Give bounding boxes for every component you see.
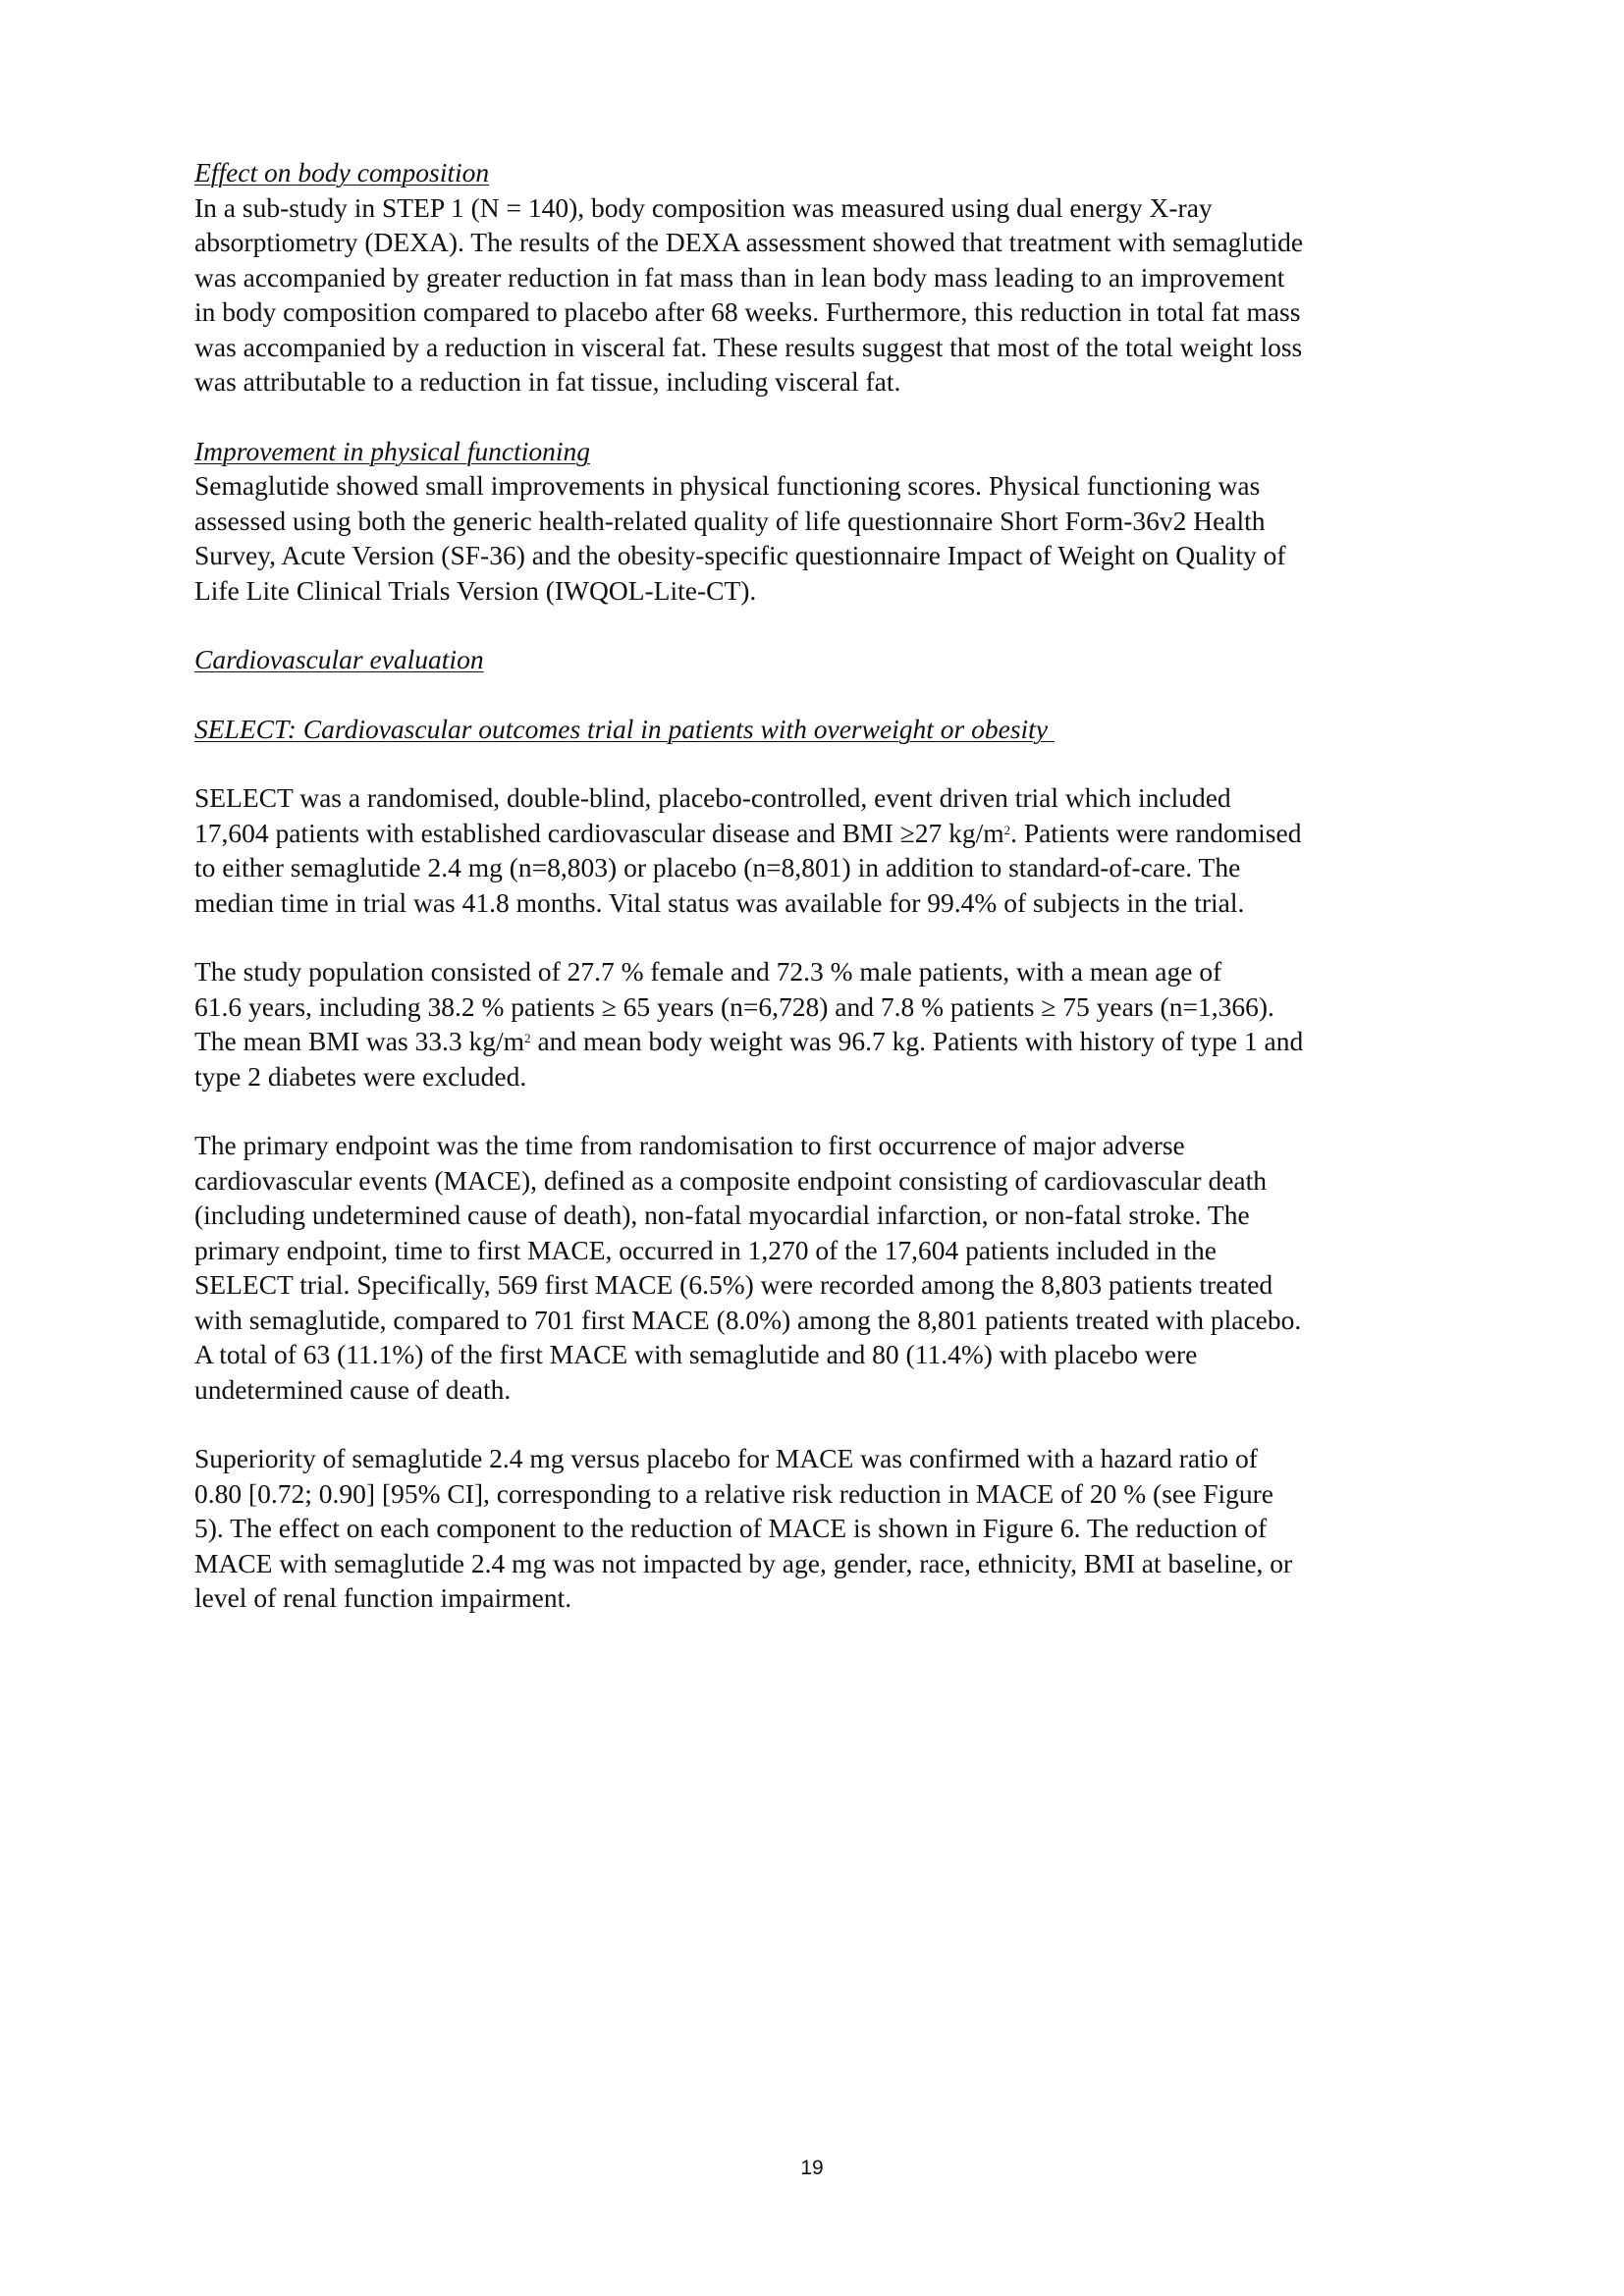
text-line: was accompanied by a reduction in visceral fat. These results suggest that most of the total weight loss xyxy=(194,331,1303,362)
text-line: (including undetermined cause of death), non-fatal myocardial infarction, or non-fatal stroke. The xyxy=(194,1200,1250,1230)
select-paragraph-3 xyxy=(194,1128,1441,1407)
select-paragraph-1 xyxy=(194,780,1441,920)
text-line: type 2 diabetes were excluded. xyxy=(194,1060,527,1092)
text-line: Survey, Acute Version (SF-36) and the obesity-specific questionnaire Impact of Weight on Quality of xyxy=(194,540,1286,570)
superscript: 2 xyxy=(1003,822,1011,837)
section-select xyxy=(194,712,1441,747)
text-line: assessed using both the generic health-related quality of life questionnaire Short Form-36v2 Health xyxy=(194,505,1266,536)
text-line: In a sub-study in STEP 1 (N = 140), body composition was measured using dual energy X-ray xyxy=(194,191,1213,223)
text-fragment: . Patients were randomised xyxy=(1010,817,1302,848)
text-line: with semaglutide, compared to 701 first MACE (8.0%) among the 8,801 patients treated with placebo. xyxy=(194,1304,1302,1335)
select-paragraph-2 xyxy=(194,954,1441,1094)
section-heading: Improvement in physical functioning xyxy=(194,435,590,466)
section-heading: Cardiovascular evaluation xyxy=(194,644,484,674)
page-number: 19 xyxy=(800,2157,824,2179)
section-cardiovascular xyxy=(194,642,1441,677)
text-line: SELECT trial. Specifically, 569 first MACE (6.5%) were recorded among the 8,803 patients treated xyxy=(194,1269,1273,1300)
subsection-heading: SELECT: Cardiovascular outcomes trial in patients with overweight or obesity xyxy=(194,713,1055,744)
text-line: Life Lite Clinical Trials Version (IWQOL-Lite-CT). xyxy=(194,574,757,606)
document-page xyxy=(194,155,1441,1650)
text-line: SELECT was a randomised, double-blind, placebo-controlled, event driven trial which included xyxy=(194,782,1231,813)
text-line: primary endpoint, time to first MACE, occurred in 1,270 of the 17,604 patients included in the xyxy=(194,1234,1217,1265)
text-line: in body composition compared to placebo after 68 weeks. Furthermore, this reduction in total fat mass xyxy=(194,296,1301,327)
text-line: MACE with semaglutide 2.4 mg was not impacted by age, gender, race, ethnicity, BMI at baseline, or xyxy=(194,1547,1293,1578)
text-fragment: and mean body weight was 96.7 kg. Patients with history of type 1 and xyxy=(530,1026,1304,1056)
section-body-composition xyxy=(194,155,1441,400)
text-line: 0.80 [0.72; 0.90] [95% CI], corresponding to a relative risk reduction in MACE of 20 % (see Figure xyxy=(194,1477,1273,1509)
text-line xyxy=(194,816,1441,851)
text-line: undetermined cause of death. xyxy=(194,1373,512,1405)
paragraph xyxy=(194,190,1441,400)
section-physical-functioning xyxy=(194,434,1441,609)
section-heading: Effect on body composition xyxy=(194,157,490,187)
text-line: median time in trial was 41.8 months. Vital status was available for 99.4% of subjects in the trial. xyxy=(194,886,1245,918)
text-line: Semaglutide showed small improvements in physical functioning scores. Physical functioning was xyxy=(194,470,1261,501)
text-line: to either semaglutide 2.4 mg (n=8,803) or placebo (n=8,801) in addition to standard-of-care. The xyxy=(194,852,1241,882)
paragraph xyxy=(194,468,1441,608)
text-line: 61.6 years, including 38.2 % patients ≥ 65 years (n=6,728) and 7.8 % patients ≥ 75 years (n=1,366). xyxy=(194,990,1274,1022)
text-line: cardiovascular events (MACE), defined as a composite endpoint consisting of cardiovascular death xyxy=(194,1164,1268,1196)
text-line: was attributable to a reduction in fat tissue, including visceral fat. xyxy=(194,366,901,397)
text-line: level of renal function impairment. xyxy=(194,1582,572,1613)
text-line: 5). The effect on each component to the reduction of MACE is shown in Figure 6. The reduction of xyxy=(194,1513,1268,1543)
text-line xyxy=(194,1024,1441,1059)
text-line: The primary endpoint was the time from randomisation to first occurrence of major adverse xyxy=(194,1130,1185,1160)
text-fragment: 17,604 patients with established cardiovascular disease and BMI ≥27 kg/m xyxy=(194,817,1004,848)
select-paragraph-4 xyxy=(194,1441,1441,1616)
text-line: Superiority of semaglutide 2.4 mg versus placebo for MACE was confirmed with a hazard ratio of xyxy=(194,1443,1258,1473)
text-fragment: The mean BMI was 33.3 kg/m xyxy=(194,1026,525,1056)
text-line: absorptiometry (DEXA). The results of the DEXA assessment showed that treatment with semaglutide xyxy=(194,227,1304,257)
text-line: A total of 63 (11.1%) of the first MACE with semaglutide and 80 (11.4%) with placebo were xyxy=(194,1339,1198,1369)
text-line: was accompanied by greater reduction in fat mass than in lean body mass leading to an improvement xyxy=(194,261,1285,293)
text-line: The study population consisted of 27.7 % female and 72.3 % male patients, with a mean age of xyxy=(194,956,1222,987)
superscript: 2 xyxy=(524,1031,531,1045)
